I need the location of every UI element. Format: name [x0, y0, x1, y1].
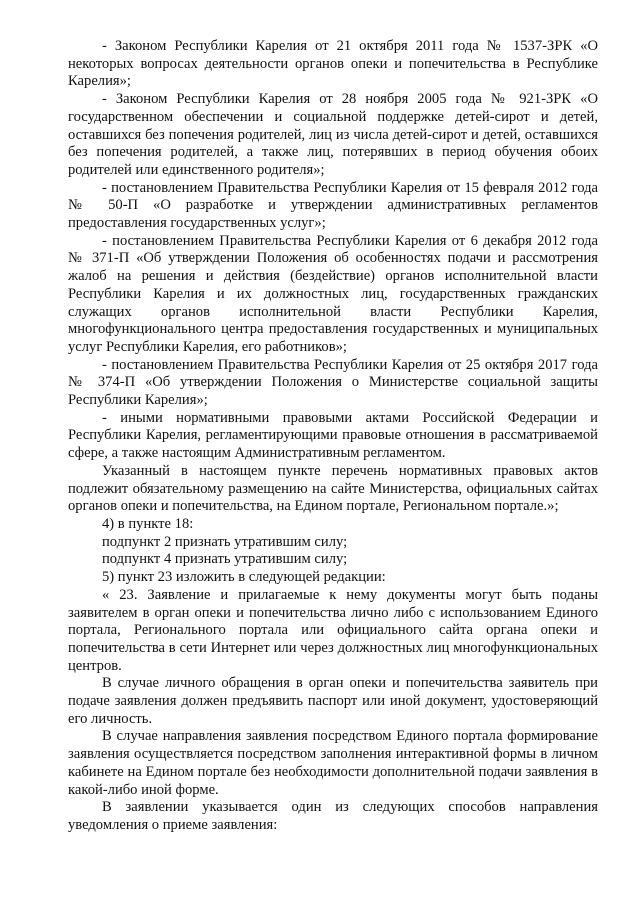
paragraph-resolution-374p: - постановлением Правительства Республики Карелия от 25 октября 2017 года № 374-П «Об утверждении Положения о Министерстве социальной защиты Республики Карелия»; — [68, 356, 598, 409]
paragraph-notification-methods: В заявлении указывается один из следующих способов направления уведомления о приеме заявления: — [68, 799, 598, 833]
paragraph-law-921: - Законом Республики Карелия от 28 ноября 2005 года № 921-ЗРК «О государственном обеспечении и социальной поддержке детей-сирот и детей, оставшихся без попечения родителей, лиц из числа детей-сирот и детей, оставшихся без попечения родителей, а также лиц, потерявших в период обучения обоих родителей или единственного родителя»; — [68, 91, 598, 178]
paragraph-subitem-4: подпункт 4 признать утратившим силу; — [102, 551, 348, 568]
paragraph-clause-23: « 23. Заявление и прилагаемые к нему документы могут быть поданы заявителем в орган опеки и попечительства лично либо с использованием Единого портала, Регионального портала или официального сайта органа опеки и попечительства в сети Интернет или через должностных лиц многофункциональных центров. — [68, 586, 598, 674]
paragraph-personal-appeal: В случае личного обращения в орган опеки и попечительства заявитель при подаче заявления должен предъявить паспорт или иной документ, удостоверяющий его личность. — [68, 675, 598, 727]
paragraph-law-1537: - Законом Республики Карелия от 21 октября 2011 года № 1537-ЗРК «О некоторых вопросах деятельности органов опеки и попечительства в Республике Карелия»; — [68, 38, 598, 90]
paragraph-subitem-2: подпункт 2 признать утратившим силу; — [102, 533, 348, 550]
paragraph-resolution-50p: - постановлением Правительства Республики Карелия от 15 февраля 2012 года № 50-П «О разработке и утверждении административных регламентов предоставления государственных услуг»; — [68, 179, 598, 232]
paragraph-item-5: 5) пункт 23 изложить в следующей редакции: — [102, 569, 386, 586]
paragraph-item-4: 4) в пункте 18: — [102, 515, 194, 532]
paragraph-portal-submission: В случае направления заявления посредством Единого портала формирование заявления осуществляется посредством заполнения интерактивной формы в личном кабинете на Едином портале без необходимости дополнительной подачи заявления в какой-либо иной форме. — [68, 728, 598, 798]
paragraph-resolution-371p: - постановлением Правительства Республики Карелия от 6 декабря 2012 года № 371-П «Об утверждении Положения об особенностях подачи и рассмотрения жалоб на решения и действия (бездействие) органов исполнительной власти Республики Карелия и их должностных лиц, государственных гражданских служащих органов исполнительной власти Республики Карелия, многофункционального центра предоставления государственных и муниципальных услуг Республики Карелия, его работников»; — [68, 232, 598, 355]
paragraph-other-acts: - иными нормативными правовыми актами Российской Федерации и Республики Карелия, регламентирующими правовые отношения в рассматриваемой сфере, а также настоящим Административным регламентом. — [68, 409, 598, 462]
paragraph-list-publication: Указанный в настоящем пункте перечень нормативных правовых актов подлежит обязательному размещению на сайте Министерства, официальных сайтах органов опеки и попечительства, на Едином портале, Региональном портале.»; — [68, 462, 598, 515]
